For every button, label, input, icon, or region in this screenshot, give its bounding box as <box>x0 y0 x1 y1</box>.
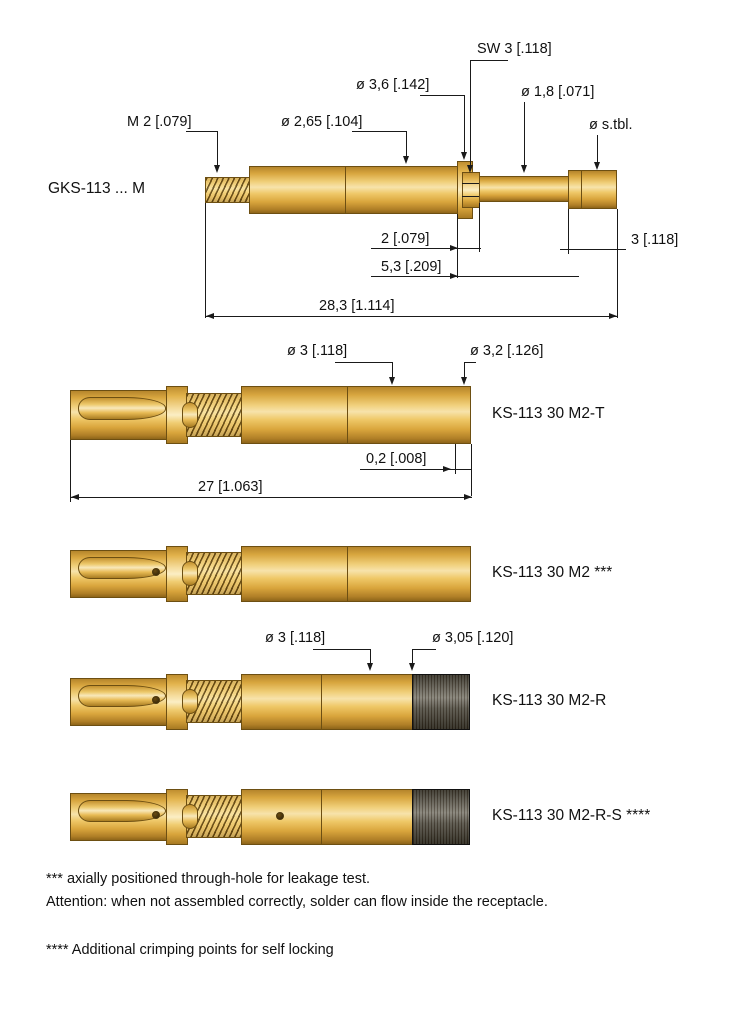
dim-line-53 <box>371 276 481 277</box>
ext-line-flange-right <box>479 203 480 252</box>
dim-label-t-dia32: ø 3,2 [.126] <box>470 343 544 359</box>
leader-t-dia3-h <box>335 362 393 363</box>
dim-label-len-3: 3 [.118] <box>631 232 679 248</box>
ext-line-overall-right <box>617 249 618 318</box>
tip-seam <box>581 171 582 208</box>
dim-line-53b <box>479 276 579 277</box>
t-barrel-seam <box>347 387 348 443</box>
part-title-ks113-r: KS-113 30 M2-R <box>492 692 607 709</box>
dim-label-t-dia3: ø 3 [.118] <box>287 343 348 359</box>
part-title-gks113: GKS-113 ... M <box>48 180 146 197</box>
thread-hatch <box>206 178 249 202</box>
plain-leak-hole <box>152 568 160 576</box>
probe-plunger <box>479 176 569 202</box>
dim-label-len-283: 28,3 [1.114] <box>319 298 395 314</box>
leader-tip <box>597 135 598 165</box>
arrow-overall-left <box>206 313 214 319</box>
dim-label-r-dia305: ø 3,05 [.120] <box>432 630 514 646</box>
wrench-flat-line-a <box>462 183 480 184</box>
r-knurl-texture <box>413 675 469 729</box>
dim-label-flange-dia: ø 3,6 [.142] <box>356 77 430 93</box>
rs-barrel-seam <box>321 790 322 844</box>
arrow-thread <box>214 165 220 173</box>
leader-plunger <box>524 102 525 168</box>
dim-line-t-27 <box>70 497 472 498</box>
arrow-body-dia <box>403 156 409 164</box>
arrow-wrench <box>467 165 473 173</box>
footnote-3-line1: *** axially positioned through-hole for leakage test. <box>46 871 371 887</box>
arrow-t-dia3 <box>389 377 395 385</box>
leader-flange-h <box>420 95 465 96</box>
dim-line-t-02 <box>360 469 472 470</box>
dim-label-len-53: 5,3 [.209] <box>381 259 442 275</box>
plain-front-barrel <box>241 546 471 602</box>
rs-front-barrel <box>241 789 413 845</box>
leader-thread <box>217 131 218 169</box>
ext-line-t-27a <box>70 440 71 502</box>
leader-thread-h <box>186 131 218 132</box>
dim-label-thread: M 2 [.079] <box>127 114 192 130</box>
probe-main-barrel <box>249 166 458 214</box>
arrow-plunger <box>521 165 527 173</box>
ext-line-overall-left <box>205 203 206 318</box>
rs-leak-hole <box>152 811 160 819</box>
dim-label-body-dia: ø 2,65 [.104] <box>281 114 363 130</box>
r-barrel-seam <box>321 675 322 729</box>
wrench-flat-line-b <box>462 196 480 197</box>
arrow-t-02 <box>443 466 451 472</box>
leader-body-dia <box>406 131 407 159</box>
dim-line-2 <box>371 248 481 249</box>
leader-body-dia-h <box>352 131 407 132</box>
dim-label-wrench: SW 3 [.118] <box>477 41 552 57</box>
dim-label-t-27: 27 [1.063] <box>198 479 263 495</box>
rs-crimp-point <box>276 812 284 820</box>
leader-wrench <box>470 60 471 168</box>
arrow-tip <box>594 162 600 170</box>
arrow-r-dia305 <box>409 663 415 671</box>
ext-line-53a <box>457 252 458 278</box>
arrow-overall-right <box>609 313 617 319</box>
plain-inner-plug <box>182 561 198 586</box>
arrow-t-dia32 <box>461 377 467 385</box>
leader-r-dia3-h <box>313 649 371 650</box>
ext-line-tip-right <box>617 209 618 254</box>
dim-label-tip-dia: ø s.tbl. <box>589 117 633 133</box>
ext-line-t-02b <box>471 444 472 496</box>
r-front-barrel <box>241 674 413 730</box>
rs-inner-plug <box>182 804 198 829</box>
footnote-4-line1: **** Additional crimping points for self locking <box>46 942 334 958</box>
dim-label-len-2: 2 [.079] <box>381 231 430 247</box>
ext-line-tip-left <box>568 209 569 254</box>
dim-label-t-02: 0,2 [.008] <box>366 451 427 467</box>
leader-t-dia32-h <box>464 362 476 363</box>
r-inner-plug <box>182 689 198 714</box>
arrow-r-dia3 <box>367 663 373 671</box>
footnote-3-line2: Attention: when not assembled correctly, solder can flow inside the receptacle. <box>46 894 548 910</box>
part-title-ks113-t: KS-113 30 M2-T <box>492 405 605 422</box>
dim-line-overall <box>205 316 617 317</box>
dim-label-plunger-dia: ø 1,8 [.071] <box>521 84 595 100</box>
t-inner-plug <box>182 402 198 428</box>
leader-r-dia305-h <box>412 649 436 650</box>
probe-tip <box>568 170 617 209</box>
barrel-seam <box>345 167 346 213</box>
arrow-flange <box>461 152 467 160</box>
part-title-ks113-plain: KS-113 30 M2 *** <box>492 564 613 581</box>
leader-flange <box>464 95 465 155</box>
rs-knurl-texture <box>413 790 469 844</box>
t-solder-cup <box>78 397 166 420</box>
part-title-ks113-rs: KS-113 30 M2-R-S **** <box>492 807 651 824</box>
arrow-dim2-right <box>450 245 458 251</box>
probe-wrench-flat <box>462 172 480 208</box>
arrow-t-27-right <box>464 494 472 500</box>
arrow-t-27-left <box>71 494 79 500</box>
leader-wrench-h <box>470 60 508 61</box>
r-leak-hole <box>152 696 160 704</box>
plain-barrel-seam <box>347 547 348 601</box>
t-front-barrel <box>241 386 471 444</box>
dim-label-r-dia3: ø 3 [.118] <box>265 630 326 646</box>
